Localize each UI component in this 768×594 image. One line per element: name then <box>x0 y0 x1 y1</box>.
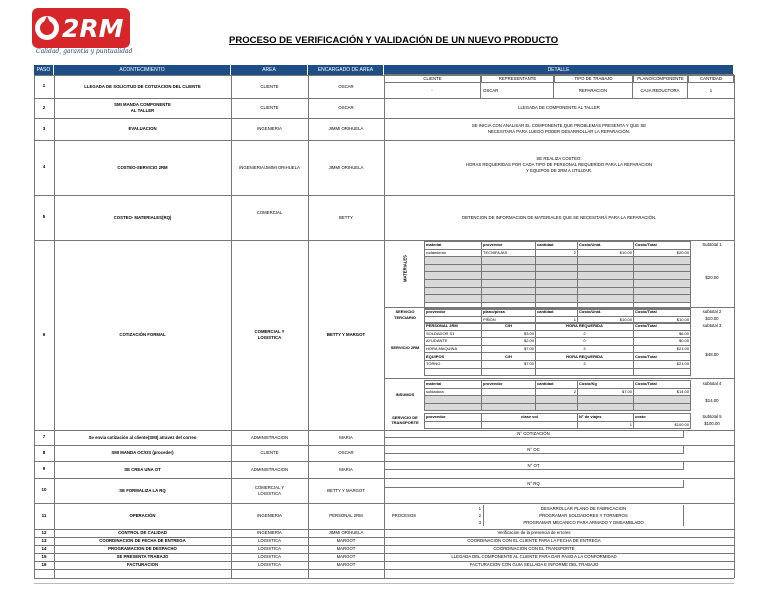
step-number: 15 <box>41 553 47 559</box>
step-event: EVALUACION <box>128 126 157 132</box>
header-detalle: DETALLE <box>384 65 734 75</box>
col-header: Costo/Total <box>634 323 691 331</box>
col-header: Costo/Total <box>634 309 691 317</box>
detail-line: HORAS REQUERIDAS POR CADA TIPO DE PERSONAL REQUERIDO PARA LA REPARACION <box>465 162 653 168</box>
step-area: LOGISTICA <box>258 554 281 560</box>
col-header: plano/pieza <box>482 309 536 317</box>
col-header: proveedor <box>425 414 482 422</box>
step-detail: N° OT <box>384 462 684 470</box>
proceso-item: DESARROLLAR PLANO DE FABRICACION <box>484 505 684 512</box>
step-owner: MARGOT <box>336 554 356 560</box>
col-header: Costo/Unid. <box>578 242 634 250</box>
subtotal-value: $48.00 <box>705 351 719 357</box>
subtotal-label: Subtotal 5 <box>702 414 722 419</box>
step-owner: OSCAR <box>338 450 354 456</box>
cell: PIÑON <box>482 316 536 324</box>
step-event: Se envia cotización al cliente(SMI) atravez del correo <box>88 434 197 440</box>
step-area: ADMINISTRACION <box>250 434 289 440</box>
cell: TORNO <box>425 360 482 368</box>
step-detail: FACTURACION CON GUIA SELLADA E INFORME DEL TRABAJO <box>469 562 599 568</box>
step1-cantidad: 1 <box>709 87 713 93</box>
cell: $20.00 <box>634 249 691 257</box>
cell: 3 <box>536 360 634 368</box>
cell: 0 <box>536 338 634 346</box>
cell: $3.00 <box>482 330 536 338</box>
step-event: COSTEO- MATERIALES(RQ) <box>113 214 172 220</box>
step-owner: JIMMI ORIHUELA <box>328 530 364 536</box>
step-owner: BETTY Y MARGOT <box>326 332 366 338</box>
step-detail: N° OC <box>384 446 684 454</box>
cell: SOLDADOR S1 <box>425 330 482 338</box>
col-header: EQUIPOS <box>425 353 482 361</box>
step-area: COMERCIAL Y LOGISTICA <box>254 484 285 496</box>
step-area: CLIENTE <box>260 105 279 111</box>
step1-representante: OSCAR <box>481 83 554 98</box>
step-area: INGENIERIA <box>257 513 282 519</box>
step-event: SMI MANDA COMPONENTE AL TALLER <box>114 102 171 113</box>
cell: $10.00 <box>634 316 691 324</box>
cell: $100.00 <box>634 421 691 429</box>
proceso-num: 3 <box>424 519 484 526</box>
col-header: PERSONAL 2RM <box>425 323 482 331</box>
step-owner: OSCAR <box>338 105 354 111</box>
col-header: cantidad <box>536 242 578 250</box>
col-header: HORA REQUERIDA <box>536 353 634 361</box>
cell: $10.00 <box>578 249 634 257</box>
cell: 2 <box>536 388 578 396</box>
proceso-item: PROGRAMAR MECANICO PARA ARMADO Y DMSAMBLADO <box>484 519 684 526</box>
proceso-item: PROGRAMAR SOLDADORES Y TORNEROS <box>484 512 684 519</box>
step-event: SE FORMALIZA LA RQ <box>119 487 166 493</box>
step-detail: LLEGADA DEL COMPONENTE AL CLIENTE PARA DAR PASO A LA CONFORMIDAD <box>451 554 617 560</box>
company-slogan: Calidad, garantía y puntualidad <box>36 48 133 55</box>
step-number: 9 <box>42 466 46 472</box>
transporte-label: SERVICIO DE TRANSPORTE <box>391 414 419 425</box>
step-number: 5 <box>42 214 46 220</box>
step-event: LLEGADA DE SOLICITUD DE COTIZACION DEL CLIENTE <box>84 83 201 89</box>
cell: AYUDANTE <box>425 338 482 346</box>
step-number: 12 <box>41 529 47 535</box>
subtotal-value: $20.00 <box>705 274 719 280</box>
step-number: 4 <box>42 164 46 170</box>
step-area: ADMINISTRACION <box>250 466 289 472</box>
step-number: 6 <box>42 331 46 337</box>
col-header: costo <box>634 414 691 422</box>
step-area: CLIENTE <box>260 450 279 456</box>
step-owner: MARIA <box>339 466 353 472</box>
step-owner: PERSONAL 2RM <box>329 513 363 519</box>
servicio-label: SERVICIO 2RM <box>390 345 420 351</box>
step-owner: MARGOT <box>336 546 356 552</box>
step-area: COMERCIAL <box>256 209 283 215</box>
col-header: Costo/Total <box>634 381 691 389</box>
servicio-table <box>424 322 691 376</box>
step-owner: JIMMI ORIHUELA <box>328 164 364 170</box>
header-encargado: ENCARGADO DE AREA <box>308 65 384 75</box>
subtotal-value: $14.00 <box>705 397 719 403</box>
subtotal-label: subtotal 3 <box>702 323 722 328</box>
cell: $0.00 <box>634 338 691 346</box>
col-header: Costo/Total <box>634 242 691 250</box>
step-area: COMERCIAL Y LOGISTICA <box>254 329 285 340</box>
subtotal-label: subtotal 2 <box>702 309 722 314</box>
step-owner: MARGOT <box>336 538 356 544</box>
step-detail: COORDINACION CON EL TRANSPORTE <box>493 546 575 552</box>
col-header: N° de viajes <box>578 414 634 422</box>
step-area: INGENIERIA <box>257 126 282 132</box>
step-event: SMI MANDA OC/OS (proceder) <box>111 450 174 456</box>
step-number: 16 <box>41 561 47 567</box>
page-title: PROCESO DE VERIFICACIÓN Y VALIDACIÓN DE UN NUEVO PRODUCTO <box>229 35 559 46</box>
step-area: LOGISTICA <box>258 562 281 568</box>
step-detail: N° COTIZACIÓN <box>384 430 684 438</box>
step-area: CLIENTE <box>260 83 279 89</box>
step-number: 7 <box>42 434 46 440</box>
col-header: proveedor <box>425 309 482 317</box>
step-area: INGENIERIA <box>257 530 282 536</box>
step-detail: Verificacion de la presencia de errores <box>497 530 571 536</box>
col-header: proveedor <box>482 381 536 389</box>
step-number: 10 <box>41 487 47 493</box>
cell <box>482 421 578 429</box>
step-owner: BETTY <box>339 214 353 220</box>
step-detail: COORDINACION CON EL CLIENTE PARA LA FECHA DE ENTREGA <box>467 538 601 544</box>
subtotal-value: $100.00 <box>704 421 720 426</box>
col-header: clase vol <box>482 414 578 422</box>
svg-text:2RM: 2RM <box>62 14 124 43</box>
step-area: LOGISTICA <box>258 546 281 552</box>
insumos-label: INSUMOS <box>395 392 415 398</box>
subheader-tipo: TIPO DE TRABAJO <box>554 74 633 83</box>
col-header: HORA REQUERIDA <box>536 323 634 331</box>
cell: 2 <box>536 249 578 257</box>
proceso-num: 2 <box>424 512 484 519</box>
step1-tipo: REPARACION <box>554 83 633 98</box>
cell: HORA MAQUINA <box>425 345 482 353</box>
step-detail: OBTENCION DE INFORMACION DE MATERIALES QUE SE NECESITARÁ PARA LA REPARACIÓN. <box>461 214 657 220</box>
col-header: cantidad <box>536 381 578 389</box>
cell: $7.00 <box>482 345 536 353</box>
cell: $10.00 <box>578 316 634 324</box>
col-header: C/H <box>482 353 536 361</box>
subtotal-label: subtotal 4 <box>702 381 722 386</box>
step-detail: N° RQ <box>384 480 684 488</box>
step1-cliente: - <box>384 83 481 98</box>
materiales-label: MATERIALES <box>402 255 408 282</box>
cell: rodamiento <box>425 249 482 257</box>
step-event: COSTEO-SERVICIO 2RM <box>117 164 168 170</box>
cell: soldadura <box>425 388 482 396</box>
detail-line: SE REALIZA COSTEO: <box>536 156 582 162</box>
subheader-cliente: CLIENTE <box>384 74 481 83</box>
cell: $2.00 <box>482 338 536 346</box>
header-acontecimiento: ACONTECIMIENTO <box>54 65 231 75</box>
proceso-num: 1 <box>424 505 484 512</box>
step-detail: LLEGADA DE COMPONENTE AL TALLER <box>518 105 600 111</box>
step-event: PROGRAMACION DE DESPACHO <box>108 546 177 552</box>
transporte-table <box>424 413 691 429</box>
step-event: SE CREA UNA OT <box>124 466 161 472</box>
cell: 1 <box>578 421 634 429</box>
cell: TECNIFAJAS <box>482 249 536 257</box>
subtotal-value: $10.00 <box>705 316 719 321</box>
step-number: 8 <box>42 449 46 455</box>
subheader-representante: REPRESENTANTE <box>481 74 554 83</box>
col-header: material <box>425 242 482 250</box>
step-event: CONTROL DE CALIDAD <box>118 530 167 536</box>
step-event: COTIZACIÓN FORMAL <box>119 332 166 338</box>
header-paso: PASO <box>34 65 54 75</box>
header-area: AREA <box>231 65 308 75</box>
cell: $21.00 <box>634 345 691 353</box>
step-number: 1 <box>42 83 46 89</box>
step-number: 14 <box>41 545 47 551</box>
step-owner: MARGOT <box>336 562 356 568</box>
step-detail <box>384 150 734 180</box>
tercero-label: SERVICIO TERCIARIO <box>394 309 416 320</box>
col-header: C/H <box>482 323 536 331</box>
cell: 1 <box>536 316 578 324</box>
step-area: LOGISTICA <box>258 538 281 544</box>
cell: $7.00 <box>578 388 634 396</box>
col-header: Costo/Unid. <box>578 309 634 317</box>
step-detail: SE INICIA CON ANALISAR EL COMPONENTE,QUE PROBLEMAS PRESENTA Y QUE SE NECESITARÁ PARA LUEGO PODER DESARROLLAR LA REPARACIÓN. <box>471 123 647 134</box>
cell: $14.00 <box>634 388 691 396</box>
step-owner: BETTY Y MARGOT <box>327 487 365 493</box>
step-number: 3 <box>42 125 46 131</box>
col-header: cantidad <box>536 309 578 317</box>
insumos-table <box>424 380 691 411</box>
step-event: SE PRESENTA TRABAJO <box>116 554 169 560</box>
cell: $6.00 <box>634 330 691 338</box>
step-event: COORDINACION DE FECHA DE ENTREGA <box>99 538 186 544</box>
step-number: 13 <box>41 537 47 543</box>
cell: 3 <box>536 345 634 353</box>
cell: $21.00 <box>634 360 691 368</box>
subtotal-label: Subtotal 1 <box>702 242 722 247</box>
materiales-table <box>424 241 691 310</box>
subheader-cantidad: CANTIDAD <box>688 74 734 83</box>
step-event: FACTURACION <box>126 562 159 568</box>
procesos-label: PROCESOS <box>391 513 417 519</box>
col-header: Costo/Kg <box>578 381 634 389</box>
subheader-plano: PLANO/COMPONENTE <box>633 74 688 83</box>
step1-plano: CAJA REDUCTORA <box>633 83 688 98</box>
detail-line: Y EQUIPOS DE 2RM A UTILIZAR. <box>525 167 593 173</box>
step-event: OPERACIÓN <box>129 513 156 519</box>
cell: 2 <box>536 330 634 338</box>
col-header: Costo/Total <box>634 353 691 361</box>
step-number: 11 <box>41 512 47 518</box>
step-owner: JIMMI ORIHUELA <box>328 126 364 132</box>
cell: $7.00 <box>482 360 536 368</box>
step-owner: OSCAR <box>338 83 354 89</box>
step-number: 2 <box>42 104 46 110</box>
col-header: proveedor <box>482 242 536 250</box>
cell <box>482 388 536 396</box>
step-area: INGENIERIA/JIMMI ORIHUELA <box>239 164 300 170</box>
col-header: material <box>425 381 482 389</box>
step-owner: MARIA <box>339 434 353 440</box>
cell <box>425 421 482 429</box>
